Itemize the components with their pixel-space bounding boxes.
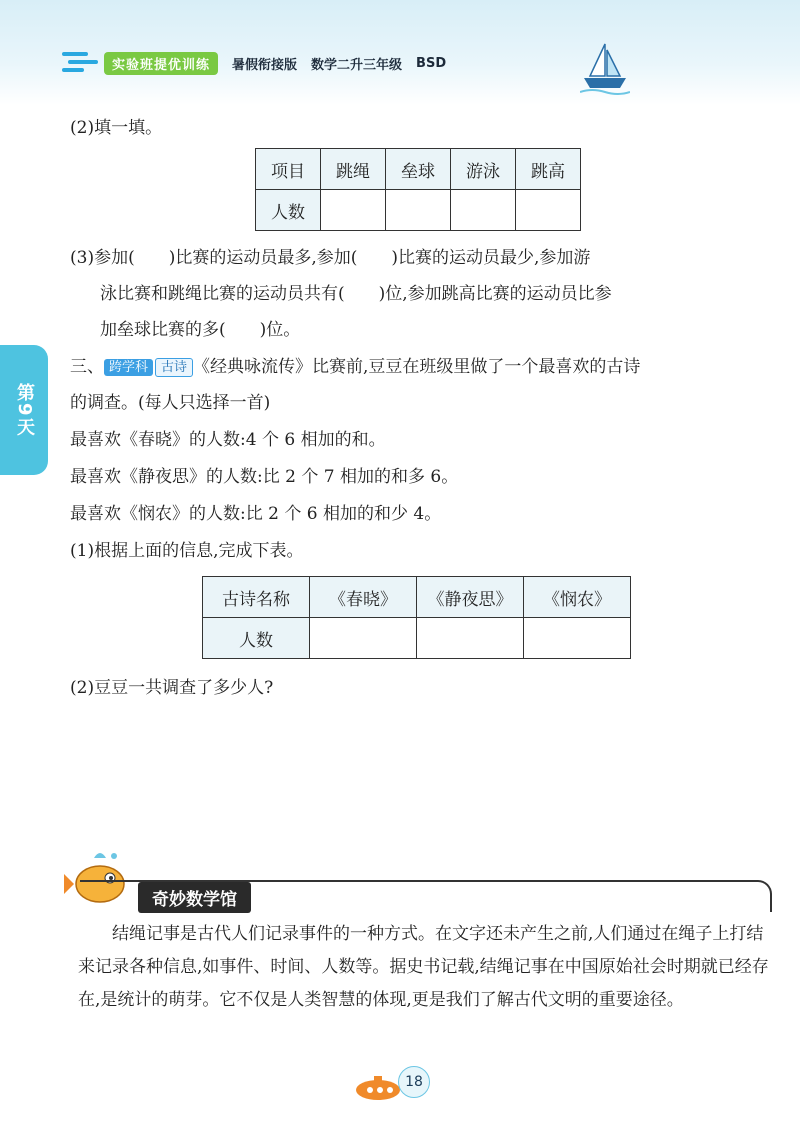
table-row <box>203 618 631 659</box>
answer-cell[interactable] <box>386 190 451 231</box>
table-row <box>256 190 581 231</box>
poetry-table <box>202 576 631 659</box>
q3-line3: 加垒球比赛的多( )位。 <box>100 320 301 340</box>
q3-line1: (3)参加( )比赛的运动员最多,参加( )比赛的运动员最少,参加游 <box>70 248 591 268</box>
series-title: 实验班提优训练 <box>104 52 218 75</box>
edition-label: 暑假衔接版 <box>232 57 298 73</box>
subject-label: 数学二升三年级 <box>311 57 403 73</box>
section3-q1: (1)根据上面的信息,完成下表。 <box>70 541 304 561</box>
table-cell: 人数 <box>256 190 321 231</box>
day-side-tab <box>0 345 48 475</box>
table-cell: 项目 <box>256 149 321 190</box>
table-cell: 跳绳 <box>321 149 386 190</box>
interdisciplinary-tag: 跨学科 <box>104 359 153 377</box>
sports-table <box>255 148 581 231</box>
answer-cell[interactable] <box>524 618 631 659</box>
publisher-label: BSD <box>416 55 447 71</box>
table-row <box>256 149 581 190</box>
museum-title: 奇妙数学馆 <box>138 882 251 913</box>
answer-cell[interactable] <box>310 618 417 659</box>
table-cell: 《春晓》 <box>310 577 417 618</box>
table-cell: 《悯农》 <box>524 577 631 618</box>
section3-q2: (2)豆豆一共调查了多少人? <box>70 678 274 698</box>
answer-cell[interactable] <box>417 618 524 659</box>
sailboat-icon <box>580 40 630 95</box>
submarine-icon <box>352 1072 402 1102</box>
table-cell: 跳高 <box>516 149 581 190</box>
intro-line2: 的调查。(每人只选择一首) <box>70 393 271 413</box>
answer-cell[interactable] <box>451 190 516 231</box>
intro-line1: 《经典咏流传》比赛前,豆豆在班级里做了一个最喜欢的古诗 <box>193 357 641 377</box>
q2-fill-label: (2)填一填。 <box>70 118 163 138</box>
table-cell: 人数 <box>203 618 310 659</box>
fact-jingyesi: 最喜欢《静夜思》的人数:比 2 个 7 相加的和多 6。 <box>70 467 459 487</box>
q3-line2: 泳比赛和跳绳比赛的运动员共有( )位,参加跳高比赛的运动员比参 <box>100 284 612 304</box>
table-cell: 游泳 <box>451 149 516 190</box>
day-label: 第9天 <box>14 382 35 438</box>
logo-lines-icon <box>60 48 100 76</box>
fact-minnong: 最喜欢《悯农》的人数:比 2 个 6 相加的和少 4。 <box>70 504 442 524</box>
answer-cell[interactable] <box>321 190 386 231</box>
fact-chunxiao: 最喜欢《春晓》的人数:4 个 6 相加的和。 <box>70 430 386 450</box>
section-number: 三、 <box>70 357 104 377</box>
page-number: 18 <box>398 1066 430 1098</box>
header-band <box>104 52 446 74</box>
table-cell: 《静夜思》 <box>417 577 524 618</box>
answer-area[interactable] <box>70 712 760 852</box>
table-row <box>203 577 631 618</box>
table-cell: 古诗名称 <box>203 577 310 618</box>
section3-intro <box>70 357 640 377</box>
answer-cell[interactable] <box>516 190 581 231</box>
museum-paragraph: 结绳记事是古代人们记录事件的一种方式。在文字还未产生之前,人们通过在绳子上打结来记录各种信息,如事件、时间、人数等。据史书记载,结绳记事在中国原始社会时期就已经存在,是统计的萌芽。它不仅是人类智慧的体现,更是我们了解古代文明的重要途径。 <box>78 924 769 1010</box>
poetry-tag: 古诗 <box>155 358 193 378</box>
page-header <box>0 0 800 105</box>
table-cell: 垒球 <box>386 149 451 190</box>
